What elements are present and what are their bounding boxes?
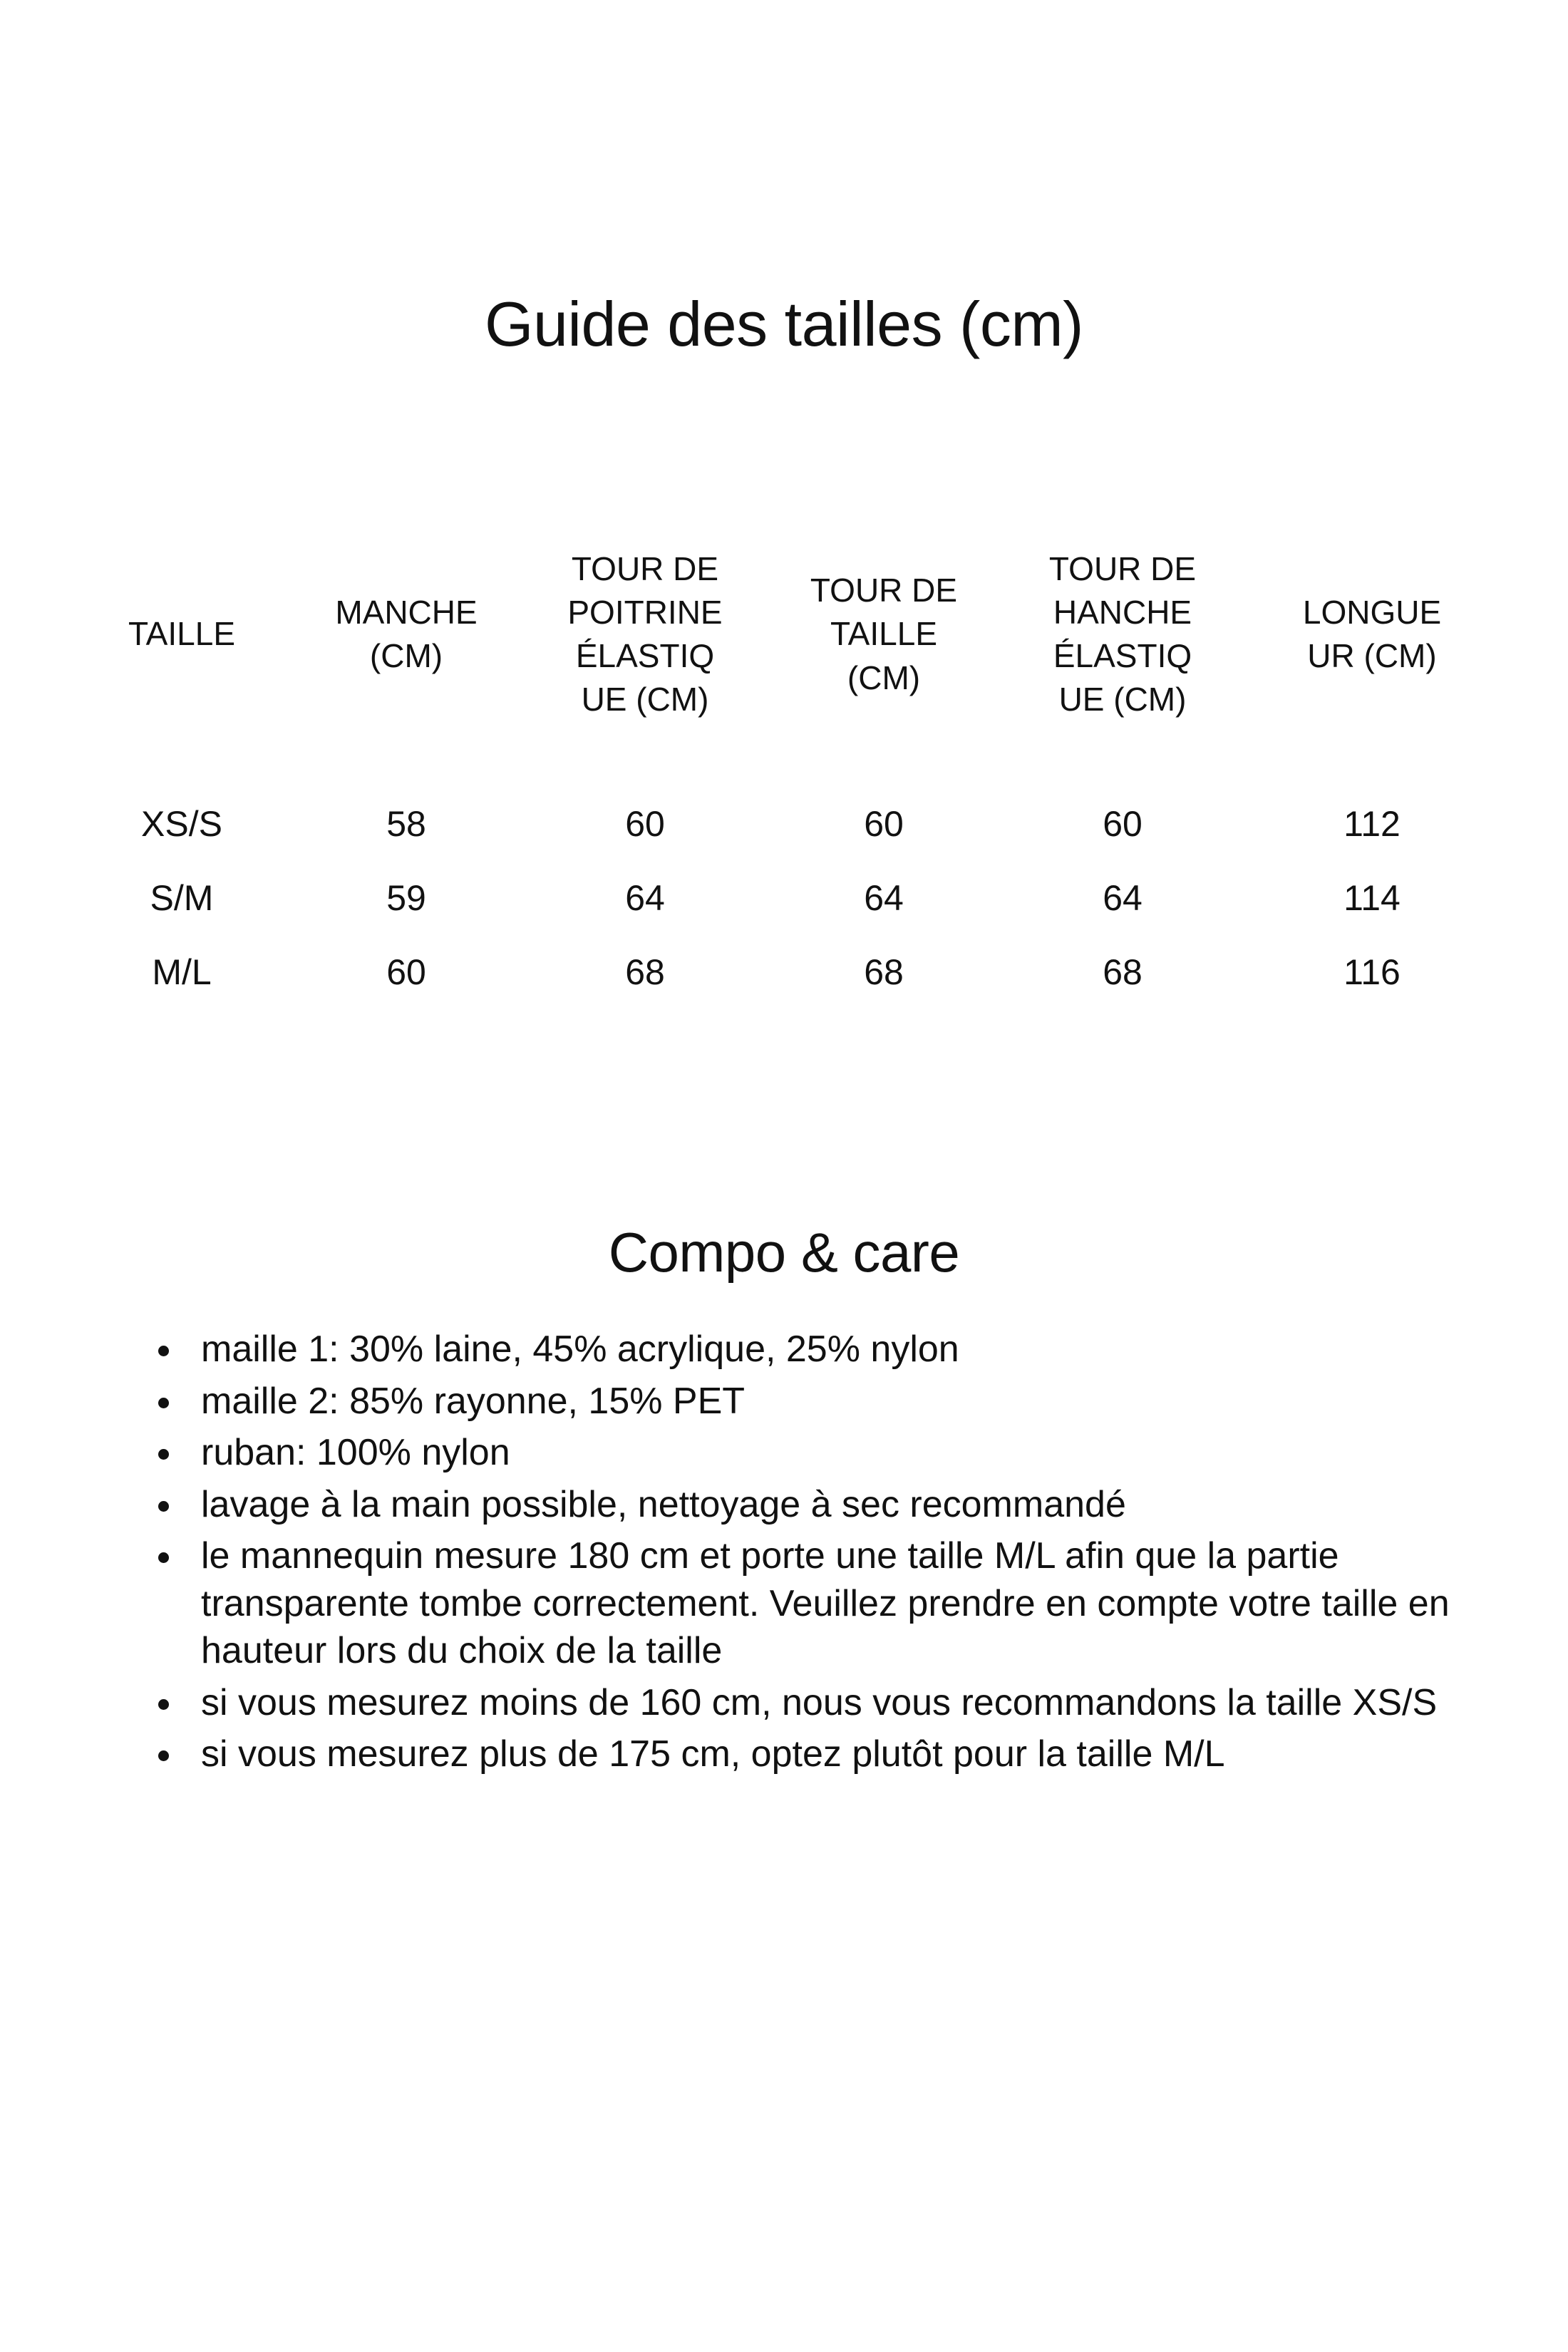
cell-taille: M/L xyxy=(152,952,212,992)
list-item: si vous mesurez moins de 160 cm, nous vous recommandons la taille XS/S xyxy=(143,1679,1482,1727)
cell-poitrine: 64 xyxy=(625,878,665,918)
cell-taille: XS/S xyxy=(141,804,222,844)
column-header-longueur xyxy=(1244,492,1500,777)
compo-and-care-title: Compo & care xyxy=(608,1220,960,1284)
cell-hanche: 60 xyxy=(1103,804,1143,844)
size-guide-table xyxy=(75,492,1500,1009)
header-line: TOUR DE xyxy=(810,572,958,609)
header-line: (CM) xyxy=(369,637,443,674)
header-line: POITRINE xyxy=(567,593,723,631)
header-line: UE (CM) xyxy=(1058,681,1187,718)
cell-longueur: 112 xyxy=(1343,804,1401,844)
list-item: le mannequin mesure 180 cm et porte une taille M/L afin que la partie transparente tombe correctement. Veuillez prendre en compte votre taille en hauteur lors du choix de la taille xyxy=(143,1532,1482,1675)
header-line: HANCHE xyxy=(1053,593,1192,631)
list-item: maille 1: 30% laine, 45% acrylique, 25% nylon xyxy=(143,1326,1482,1373)
cell-tour-taille: 64 xyxy=(864,878,904,918)
header-line: ÉLASTIQ xyxy=(575,637,715,674)
header-line: MANCHE xyxy=(335,593,478,631)
cell-longueur: 116 xyxy=(1343,952,1401,992)
column-header-tour-de-poitrine xyxy=(524,492,766,777)
header-line: TOUR DE xyxy=(571,550,719,587)
cell-poitrine: 60 xyxy=(625,804,665,844)
header-line: TAILLE xyxy=(830,615,937,653)
cell-hanche: 68 xyxy=(1103,952,1143,992)
page-title: Guide des tailles (cm) xyxy=(485,288,1083,359)
header-line: (CM) xyxy=(847,659,921,696)
header-line: ÉLASTIQ xyxy=(1053,637,1192,674)
cell-poitrine: 68 xyxy=(625,952,665,992)
header-line: UR (CM) xyxy=(1307,637,1437,674)
header-line: UE (CM) xyxy=(581,681,709,718)
cell-manche: 59 xyxy=(386,878,426,918)
header-line: TOUR DE xyxy=(1048,550,1197,587)
cell-hanche: 64 xyxy=(1103,878,1143,918)
table-header xyxy=(75,492,1500,777)
cell-longueur: 114 xyxy=(1343,878,1401,918)
header-line: TAILLE xyxy=(128,615,235,653)
table-row xyxy=(75,861,1500,935)
care-list xyxy=(143,1326,1482,1783)
column-header-tour-de-hanche xyxy=(1001,492,1244,777)
list-item: si vous mesurez plus de 175 cm, optez plutôt pour la taille M/L xyxy=(143,1731,1482,1778)
column-header-taille xyxy=(75,492,289,777)
cell-manche: 60 xyxy=(386,952,426,992)
table-body xyxy=(75,777,1500,1009)
table-row xyxy=(75,777,1500,861)
list-item: lavage à la main possible, nettoyage à sec recommandé xyxy=(143,1481,1482,1529)
table-row xyxy=(75,935,1500,1009)
header-line: LONGUE xyxy=(1302,593,1442,631)
column-header-manche xyxy=(289,492,524,777)
list-item: maille 2: 85% rayonne, 15% PET xyxy=(143,1378,1482,1425)
column-header-tour-de-taille xyxy=(766,492,1001,777)
table-header-row xyxy=(75,492,1500,777)
cell-tour-taille: 68 xyxy=(864,952,904,992)
cell-tour-taille: 60 xyxy=(864,804,904,844)
list-item: ruban: 100% nylon xyxy=(143,1429,1482,1477)
cell-taille: S/M xyxy=(150,878,214,918)
cell-manche: 58 xyxy=(386,804,426,844)
